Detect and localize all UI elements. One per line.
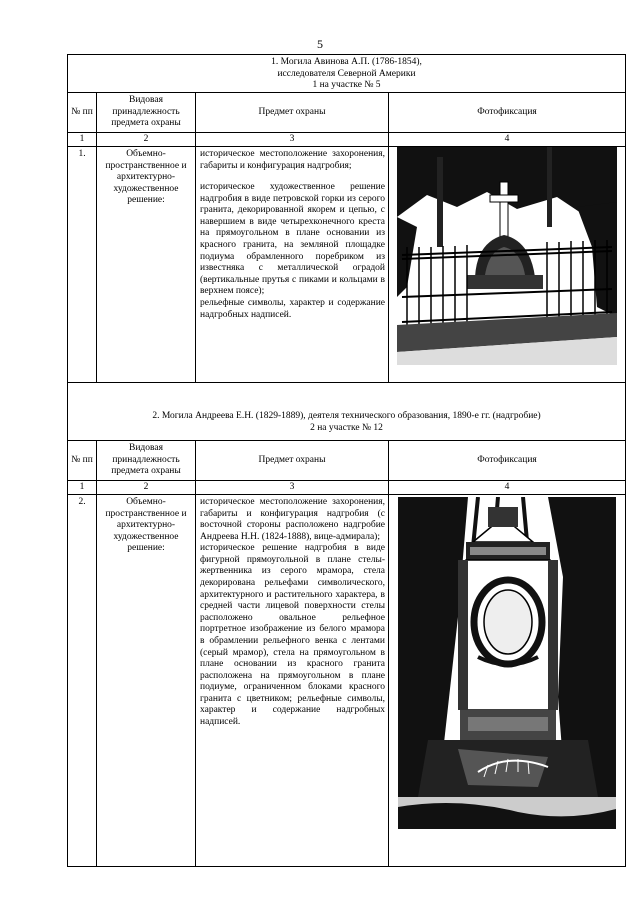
- entry-title-line: 2. Могила Андреева Е.Н. (1829-1889), деятеля технического образования, 1890-е гг. (надгробие): [152, 411, 541, 422]
- entry-title: [68, 383, 626, 441]
- header-photo: Фотофиксация: [389, 93, 626, 133]
- photo-cell: [389, 495, 626, 867]
- header-subject: Предмет охраны: [196, 441, 389, 481]
- subject-paragraph: историческое местоположение захоронения, габариты и конфигурация надгробия (с восточной стороны расположено надгробие Андреева Н.Н. (1824-1888), вице-адмирала);: [200, 497, 385, 542]
- header-subject: Предмет охраны: [196, 93, 389, 133]
- header-photo: Фотофиксация: [389, 441, 626, 481]
- header-type: Видовая принадлежность предмета охраны: [97, 93, 196, 133]
- subject-paragraph: рельефные символы, характер и содержание надгробных надписей.: [200, 297, 385, 320]
- column-number: 4: [389, 481, 626, 495]
- column-number: 3: [196, 481, 389, 495]
- monument-table: [67, 54, 626, 867]
- column-number: 4: [389, 133, 626, 147]
- protection-subject: [196, 147, 389, 383]
- column-number: 2: [97, 481, 196, 495]
- column-number: 2: [97, 133, 196, 147]
- entry-title-line: 1. Могила Авинова А.П. (1786-1854),: [271, 57, 422, 68]
- grave-photo-stele: [398, 497, 616, 829]
- subject-paragraph: историческое художественное решение надгробия в виде петровской горки из серого гранита, декорированной якорем и цепью, с навершием в виде четырехконечного креста на прямоугольном в плане основании из красного гранита, на земляной площадке подиума обрамленного поребриком из известняка с металлической оградой (вертикальные прутья с пиками и кольцами в верхнем поясе);: [200, 182, 385, 297]
- photo-cell: [389, 147, 626, 383]
- entry-title-line: 1 на участке № 5: [312, 80, 381, 91]
- protection-subject: [196, 495, 389, 867]
- column-number: 1: [68, 133, 97, 147]
- row-number: 1.: [68, 147, 97, 383]
- subject-paragraph: историческое решение надгробия в виде фигурной прямоугольной в плане стелы-жертвенника из серого мрамора, стела декорирована рельефами символического, архитектурного и растительного характера, в средней части лицевой поверхности стелы расположено овальное рельефное портретное изображение из белого мрамора в обрамлении рельефного венка с лентами (серый мрамор), стела на прямоугольном в плане основании из красного гранита расположена на прямоугольном в плане подиуме, ограниченном блоками красного гранита с цветником; рельефные символы, характер и содержание надгробных надписей.: [200, 543, 385, 727]
- header-number: № пп: [68, 441, 97, 481]
- protection-type: Объемно-пространственное и архитектурно-художественное решение:: [97, 495, 196, 867]
- entry-title-line: 2 на участке № 12: [310, 422, 383, 433]
- column-number: 1: [68, 481, 97, 495]
- header-type: Видовая принадлежность предмета охраны: [97, 441, 196, 481]
- entry-title: [68, 55, 626, 93]
- protection-type: Объемно-пространственное и архитектурно-художественное решение:: [97, 147, 196, 383]
- subject-paragraph: историческое местоположение захоронения, габариты и конфигурация надгробия;: [200, 149, 385, 171]
- row-number: 2.: [68, 495, 97, 867]
- column-number: 3: [196, 133, 389, 147]
- grave-photo-cross-railing: [397, 147, 617, 365]
- header-number: № пп: [68, 93, 97, 133]
- page-number: 5: [317, 37, 323, 51]
- entry-title-line: исследователя Северной Америки: [277, 68, 416, 79]
